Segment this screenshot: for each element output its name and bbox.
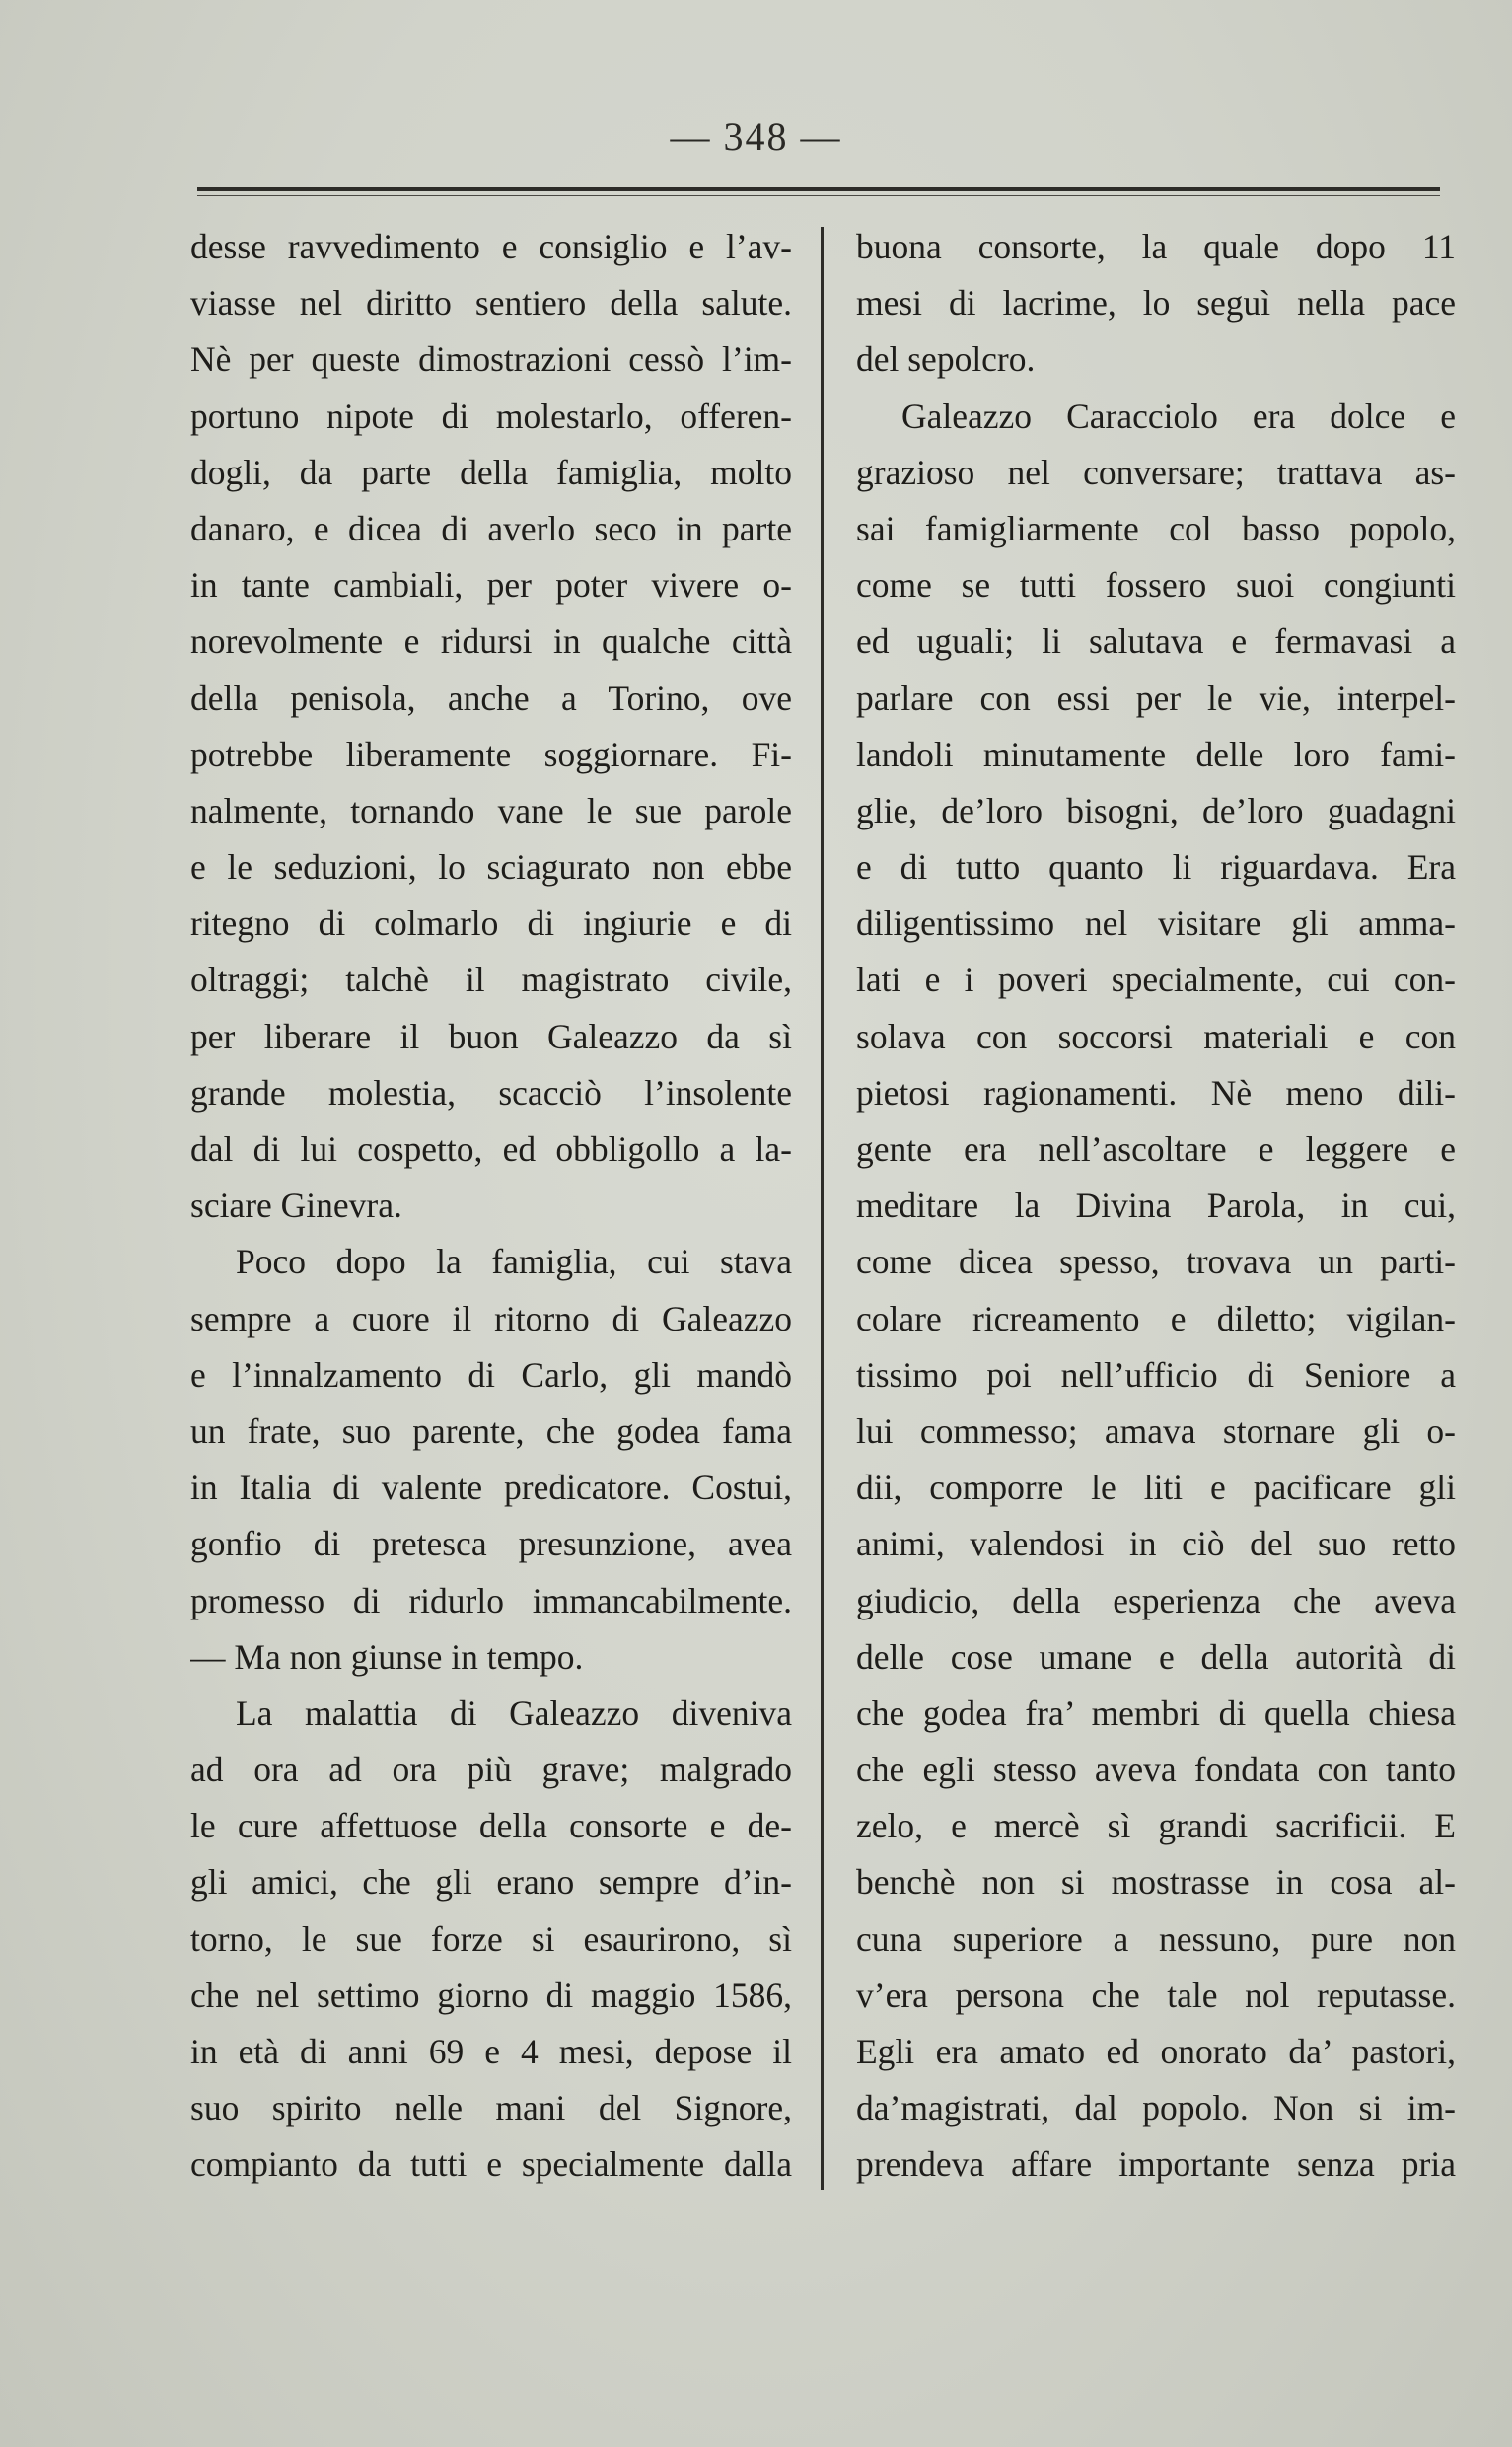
text-line: e l’innalzamento di Carlo, gli mandò	[190, 1354, 792, 1395]
text-line: in età di anni 69 e 4 mesi, depose il	[190, 2032, 792, 2071]
page-number: — 348 —	[670, 114, 842, 159]
text-line: mesi di lacrime, lo seguì nella pace	[856, 283, 1456, 324]
text-line: nalmente, tornando vane le sue parole	[190, 790, 792, 830]
text-line: come dicea spesso, trovava un parti-	[856, 1242, 1456, 1282]
text-line: animi, valendosi in ciò del suo retto	[856, 1524, 1456, 1564]
text-line: un frate, suo parente, che godea fama	[190, 1410, 792, 1451]
text-line: parlare con essi per le vie, interpel-	[856, 678, 1456, 718]
text-line: prendeva affare importante senza pria	[856, 2144, 1456, 2185]
text-line: Poco dopo la famiglia, cui stava	[236, 1242, 792, 1282]
right-text-column	[856, 219, 1456, 2194]
text-line: dogli, da parte della famiglia, molto	[190, 452, 792, 492]
text-line: grazioso nel conversare; trattava as-	[856, 452, 1456, 492]
text-line: zelo, e mercè sì grandi sacrificii. E	[856, 1806, 1456, 1846]
text-line: tissimo poi nell’ufficio di Seniore a	[856, 1354, 1456, 1395]
text-line: da’magistrati, dal popolo. Non si im-	[856, 2088, 1456, 2128]
text-line: gonfio di pretesca presunzione, avea	[190, 1524, 792, 1564]
text-line: glie, de’loro bisogni, de’loro guadagni	[856, 790, 1456, 830]
text-line: meditare la Divina Parola, in cui,	[856, 1186, 1456, 1226]
text-line: benchè non si mostrasse in cosa al-	[856, 1862, 1456, 1903]
text-line: che egli stesso aveva fondata con tanto	[856, 1750, 1456, 1790]
text-line: landoli minutamente delle loro fami-	[856, 734, 1456, 774]
text-line: ad ora ad ora più grave; malgrado	[190, 1750, 792, 1790]
text-line: torno, le sue forze si esaurirono, sì	[190, 1918, 792, 1959]
text-line: giudicio, della esperienza che aveva	[856, 1580, 1456, 1620]
text-line: come se tutti fossero suoi congiunti	[856, 565, 1456, 606]
text-line: Nè per queste dimostrazioni cessò l’im-	[190, 339, 792, 380]
header-rule-thin	[197, 195, 1440, 196]
text-line: v’era persona che tale nol reputasse.	[856, 1975, 1456, 2015]
text-line: gli amici, che gli erano sempre d’in-	[190, 1862, 792, 1903]
text-line: grande molestia, scacciò l’insolente	[190, 1072, 792, 1113]
text-line: solava con soccorsi materiali e con	[856, 1016, 1456, 1056]
text-line: buona consorte, la quale dopo 11	[856, 227, 1456, 266]
text-line: dii, comporre le liti e pacificare gli	[856, 1468, 1456, 1508]
text-line: La malattia di Galeazzo diveniva	[236, 1692, 792, 1733]
text-line: in tante cambiali, per poter vivere o-	[190, 565, 792, 606]
text-line: portuno nipote di molestarlo, offeren-	[190, 396, 792, 436]
text-line: cuna superiore a nessuno, pure non	[856, 1918, 1456, 1959]
text-line: sciare Ginevra.	[190, 1186, 402, 1226]
text-line: norevolmente e ridursi in qualche città	[190, 621, 792, 662]
text-line: viasse nel diritto sentiero della salute.	[190, 283, 792, 324]
text-line: sempre a cuore il ritorno di Galeazzo	[190, 1298, 792, 1338]
text-line: ritegno di colmarlo di ingiurie e di	[190, 903, 792, 944]
text-line: dal di lui cospetto, ed obbligollo a la-	[190, 1129, 792, 1169]
text-line: delle cose umane e della autorità di	[856, 1636, 1456, 1677]
text-line: che godea fra’ membri di quella chiesa	[856, 1692, 1456, 1733]
text-line: diligentissimo nel visitare gli amma-	[856, 903, 1456, 944]
text-line: le cure affettuose della consorte e de-	[190, 1806, 792, 1846]
text-line: ed uguali; li salutava e fermavasi a	[856, 621, 1456, 662]
text-line: sai famigliarmente col basso popolo,	[856, 508, 1456, 548]
text-line: per liberare il buon Galeazzo da sì	[190, 1016, 792, 1056]
text-line: danaro, e dicea di averlo seco in parte	[190, 508, 792, 548]
column-divider	[821, 227, 824, 2190]
text-line: lati e i poveri specialmente, cui con-	[856, 960, 1456, 1000]
text-line: e le seduzioni, lo sciagurato non ebbe	[190, 847, 792, 888]
text-line: — Ma non giunse in tempo.	[190, 1636, 584, 1677]
text-line: che nel settimo giorno di maggio 1586,	[190, 1975, 792, 2015]
text-line: desse ravvedimento e consiglio e l’av-	[190, 227, 792, 266]
text-line: oltraggi; talchè il magistrato civile,	[190, 960, 792, 1000]
text-line: della penisola, anche a Torino, ove	[190, 678, 792, 718]
text-line: Galeazzo Caracciolo era dolce e	[901, 396, 1456, 436]
text-line: compianto da tutti e specialmente dalla	[190, 2144, 792, 2185]
text-line: lui commesso; amava stornare gli o-	[856, 1410, 1456, 1451]
text-line: Egli era amato ed onorato da’ pastori,	[856, 2032, 1456, 2071]
header-rule	[197, 187, 1440, 191]
text-line: potrebbe liberamente soggiornare. Fi-	[190, 734, 792, 774]
text-line: del sepolcro.	[856, 339, 1036, 380]
text-line: e di tutto quanto li riguardava. Era	[856, 847, 1456, 888]
left-text-column	[190, 219, 792, 2194]
text-line: pietosi ragionamenti. Nè meno dili-	[856, 1072, 1456, 1113]
text-line: suo spirito nelle mani del Signore,	[190, 2088, 792, 2128]
text-line: gente era nell’ascoltare e leggere e	[856, 1129, 1456, 1169]
text-line: colare ricreamento e diletto; vigilan-	[856, 1298, 1456, 1338]
text-line: promesso di ridurlo immancabilmente.	[190, 1580, 792, 1620]
text-line: in Italia di valente predicatore. Costui,	[190, 1468, 792, 1508]
